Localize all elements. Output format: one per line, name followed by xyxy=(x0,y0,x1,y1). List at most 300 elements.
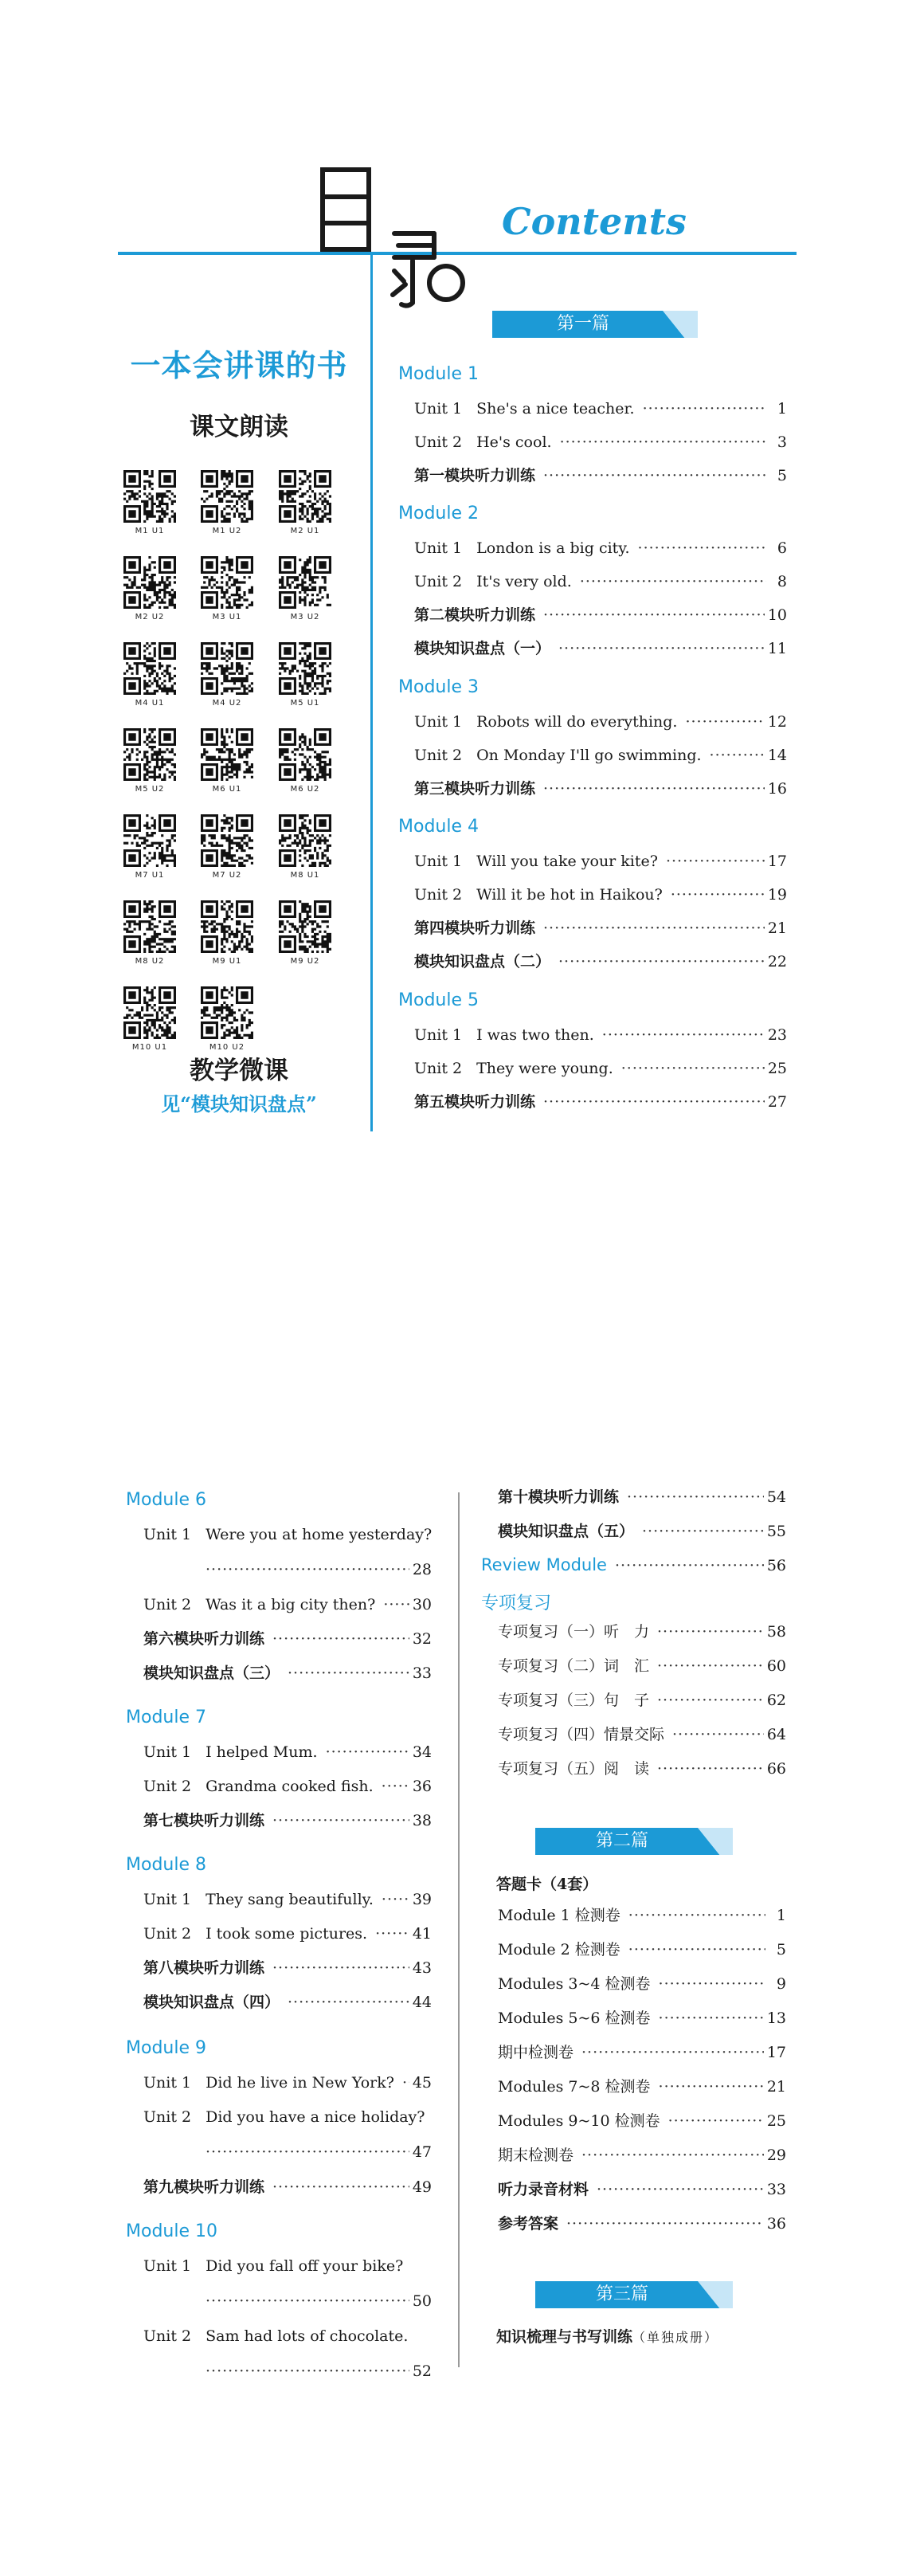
toc-entry[interactable] xyxy=(414,886,787,904)
dot-leader xyxy=(581,2044,764,2062)
qr-code-icon xyxy=(123,728,176,781)
toc-entry-title: I was two then. xyxy=(476,1026,594,1044)
toc-entry-title: 期末检测卷 xyxy=(498,2147,574,2164)
toc-entry[interactable] xyxy=(498,2147,786,2165)
qr-code[interactable] xyxy=(123,642,176,708)
toc-entry-continuation[interactable] xyxy=(206,2292,432,2310)
dot-leader xyxy=(638,539,766,558)
toc-entry[interactable] xyxy=(498,1692,786,1710)
toc-entry-title: 专项复习（三）句 子 xyxy=(498,1692,650,1709)
toc-unit: Unit 1 xyxy=(143,1891,192,1908)
toc-entry[interactable] xyxy=(498,1907,786,1925)
qr-code-icon xyxy=(201,556,253,609)
qr-code-icon xyxy=(201,470,253,523)
toc-unit: Unit 2 xyxy=(414,433,463,451)
qr-code-icon xyxy=(279,900,331,953)
part3-item xyxy=(496,2325,718,2347)
toc-entry[interactable] xyxy=(414,953,787,971)
qr-code-label: M10 U2 xyxy=(209,1043,245,1052)
toc-entry-title: 第九模块听力训练 xyxy=(143,2178,265,2196)
toc-page-number: 6 xyxy=(777,539,787,557)
qr-code-icon xyxy=(123,814,176,867)
toc-page-number: 10 xyxy=(767,606,787,624)
qr-code[interactable] xyxy=(201,986,253,1052)
dot-leader xyxy=(615,1557,764,1575)
toc-entry-title: I helped Mum. xyxy=(206,1743,318,1761)
module-heading[interactable]: Module 8 xyxy=(126,1855,206,1875)
toc-entry-title: Modules 3~4 检测卷 xyxy=(498,1975,651,1993)
toc-page-number: 50 xyxy=(412,2292,432,2310)
toc-unit: Unit 2 xyxy=(143,1925,192,1943)
module-heading[interactable]: Module 1 xyxy=(398,364,479,384)
toc-entry[interactable] xyxy=(414,606,787,625)
toc-page-number: 43 xyxy=(412,1959,432,1977)
qr-code[interactable] xyxy=(279,470,331,535)
toc-entry[interactable] xyxy=(498,1941,786,1959)
toc-page-number: 22 xyxy=(767,953,787,970)
qr-code[interactable] xyxy=(123,986,176,1052)
dot-leader xyxy=(657,1692,764,1710)
qr-code-label: M8 U1 xyxy=(290,871,320,880)
dot-leader xyxy=(671,886,765,904)
toc-page-number: 30 xyxy=(412,1596,432,1613)
toc-page-number: 17 xyxy=(766,2044,786,2061)
dot-leader xyxy=(206,2292,409,2310)
qr-code[interactable] xyxy=(279,728,331,794)
toc-unit: Unit 1 xyxy=(414,713,463,731)
toc-page-number: 25 xyxy=(767,1060,787,1077)
module-heading[interactable]: Module 5 xyxy=(398,990,479,1010)
toc-title-cn xyxy=(315,163,490,311)
toc-entry-title: Will you take your kite? xyxy=(476,853,658,870)
toc-page-number: 52 xyxy=(412,2362,432,2380)
toc-unit: Unit 1 xyxy=(414,400,463,418)
dot-leader xyxy=(288,1994,409,2012)
toc-entry[interactable] xyxy=(414,433,787,452)
toc-unit: Unit 2 xyxy=(143,2327,192,2345)
qr-code[interactable] xyxy=(123,470,176,535)
toc-entry-title: He's cool. xyxy=(476,433,552,451)
dot-leader xyxy=(657,1657,764,1676)
qr-code-icon xyxy=(123,642,176,695)
toc-page-number: 60 xyxy=(766,1657,786,1675)
toc-entry-title: 专项复习（四）情景交际 xyxy=(498,1726,665,1743)
dot-leader xyxy=(657,1623,764,1641)
dot-leader xyxy=(685,713,764,731)
dot-leader xyxy=(566,2215,764,2233)
toc-page-number: 11 xyxy=(767,640,787,657)
dot-leader xyxy=(597,2181,764,2199)
part2-banner xyxy=(535,1828,733,1855)
part3-banner-label: 第三篇 xyxy=(595,2284,648,2304)
toc-entry[interactable] xyxy=(498,1488,786,1507)
qr-code-label: M9 U2 xyxy=(290,957,320,966)
toc-entry[interactable] xyxy=(498,1726,786,1744)
dot-leader xyxy=(272,1812,409,1830)
toc-unit: Unit 2 xyxy=(414,747,463,764)
toc-entry-title: 专项复习（一）听 力 xyxy=(498,1623,650,1641)
toc-unit: Unit 2 xyxy=(414,1060,463,1077)
dot-leader xyxy=(206,2143,409,2161)
qr-code-icon xyxy=(123,556,176,609)
toc-entry[interactable] xyxy=(143,2178,432,2197)
toc-entry[interactable] xyxy=(498,2078,786,2096)
toc-page-number: 27 xyxy=(767,1093,787,1111)
toc-unit: Unit 1 xyxy=(414,539,463,557)
qr-code-label: M3 U1 xyxy=(212,613,242,621)
toc-page-number: 38 xyxy=(412,1812,432,1829)
qr-code-icon xyxy=(201,642,253,695)
qr-code-icon xyxy=(279,642,331,695)
toc-entry[interactable] xyxy=(498,1657,786,1676)
toc-entry-title: Modules 7~8 检测卷 xyxy=(498,2078,651,2096)
dot-leader xyxy=(272,2178,409,2197)
toc-entry-title: 参考答案 xyxy=(498,2215,559,2233)
toc-entry-continuation[interactable] xyxy=(206,2143,432,2161)
dot-leader xyxy=(288,1664,409,1683)
module-heading[interactable]: Module 7 xyxy=(126,1708,206,1727)
dot-leader xyxy=(382,1891,409,1909)
toc-entry[interactable] xyxy=(498,1975,786,1994)
toc-page-number: 44 xyxy=(412,1994,432,2011)
dot-leader xyxy=(643,400,766,418)
qr-code-icon xyxy=(279,728,331,781)
toc-page-number: 33 xyxy=(412,1664,432,1682)
qr-code-label: M5 U2 xyxy=(135,785,165,794)
toc-entry-title: Did he live in New York? xyxy=(206,2074,394,2092)
toc-unit: Unit 1 xyxy=(143,2257,192,2275)
column-divider-bottom xyxy=(458,1492,460,2367)
qr-code[interactable] xyxy=(201,900,253,966)
toc-entry-title: Robots will do everything. xyxy=(476,713,678,731)
toc-entry[interactable] xyxy=(414,400,787,418)
toc-page-number: 5 xyxy=(777,467,787,484)
toc-entry[interactable] xyxy=(414,1093,787,1112)
toc-page-number: 55 xyxy=(766,1523,786,1540)
toc-entry-title: Did you have a nice holiday? xyxy=(206,2108,425,2126)
toc-entry-title: 第五模块听力训练 xyxy=(414,1093,536,1111)
dot-leader xyxy=(659,2009,764,2028)
toc-entry-title: 模块知识盘点（四） xyxy=(143,1994,280,2011)
toc-page-number: 8 xyxy=(777,573,787,590)
toc-entry[interactable] xyxy=(143,1743,432,1762)
toc-entry[interactable] xyxy=(143,1596,432,1614)
toc-entry[interactable] xyxy=(414,747,787,765)
toc-entry-title: Review Module xyxy=(481,1555,607,1574)
qr-code[interactable] xyxy=(279,814,331,880)
toc-entry-title: 第十模块听力训练 xyxy=(498,1488,620,1506)
answer-card-label: 答题卡（4套） xyxy=(496,1876,598,1893)
toc-entry[interactable] xyxy=(143,2327,432,2346)
toc-entry[interactable] xyxy=(414,539,787,558)
toc-entry[interactable] xyxy=(143,1630,432,1649)
toc-entry[interactable] xyxy=(498,2044,786,2062)
toc-entry[interactable] xyxy=(143,2074,432,2092)
section-micro-title: 教学微课 xyxy=(190,1057,288,1085)
qr-code-icon xyxy=(123,470,176,523)
qr-code[interactable] xyxy=(279,556,331,621)
dot-leader xyxy=(206,1561,409,1578)
dot-leader xyxy=(543,919,765,938)
module-heading[interactable]: 专项复习 xyxy=(481,1594,552,1613)
toc-entry[interactable] xyxy=(143,1664,432,1683)
qr-code-label: M6 U1 xyxy=(212,785,242,794)
dot-leader xyxy=(628,1941,765,1959)
toc-unit: Unit 2 xyxy=(143,1778,192,1795)
toc-page-number: 16 xyxy=(767,780,787,798)
toc-entry-title: She's a nice teacher. xyxy=(476,400,635,418)
qr-code-label: M7 U1 xyxy=(135,871,165,880)
toc-page-number: 32 xyxy=(412,1630,432,1648)
dot-leader xyxy=(382,1778,409,1796)
toc-entry-title: It's very old. xyxy=(476,573,572,590)
dot-leader xyxy=(657,1760,764,1778)
qr-code[interactable] xyxy=(201,470,253,535)
toc-entry-title: 模块知识盘点（三） xyxy=(143,1664,280,1682)
toc-entry[interactable] xyxy=(414,919,787,938)
toc-entry[interactable] xyxy=(498,2215,786,2233)
dot-leader xyxy=(580,573,766,591)
toc-unit: Unit 1 xyxy=(414,853,463,870)
tagline: 一本会讲课的书 xyxy=(130,348,348,383)
toc-entry-title: 期中检测卷 xyxy=(498,2044,574,2061)
toc-entry-title: Modules 9~10 检测卷 xyxy=(498,2112,660,2130)
toc-entry-title: Was it a big city then? xyxy=(206,1596,376,1613)
title-cn-glyphs xyxy=(315,163,490,311)
dot-leader xyxy=(272,1959,409,1978)
qr-code-label: M4 U1 xyxy=(135,699,165,708)
toc-page-number: 36 xyxy=(766,2215,786,2233)
qr-code[interactable] xyxy=(201,556,253,621)
toc-entry[interactable] xyxy=(414,780,787,798)
toc-page-number: 9 xyxy=(776,1975,786,1993)
toc-page-number: 33 xyxy=(766,2181,786,2198)
dot-leader xyxy=(326,1743,409,1762)
toc-unit: Unit 2 xyxy=(143,1596,192,1613)
part3-banner xyxy=(535,2281,733,2308)
toc-entry[interactable] xyxy=(498,2009,786,2028)
toc-page-number: 1 xyxy=(776,1907,786,1924)
toc-entry[interactable] xyxy=(143,2108,432,2127)
toc-entry-title: 模块知识盘点（一） xyxy=(414,640,551,657)
module-heading[interactable]: Module 3 xyxy=(398,677,479,697)
toc-entry[interactable] xyxy=(498,1523,786,1541)
toc-page-number: 17 xyxy=(767,853,787,870)
toc-entry[interactable] xyxy=(143,1994,432,2012)
dot-leader xyxy=(558,640,765,658)
toc-entry[interactable] xyxy=(143,1959,432,1978)
qr-code-label: M5 U1 xyxy=(290,699,320,708)
module-heading[interactable]: Module 6 xyxy=(126,1490,206,1510)
toc-entry[interactable] xyxy=(498,2181,786,2199)
toc-page-number: 62 xyxy=(766,1692,786,1709)
toc-entry-title: 专项复习（二）词 汇 xyxy=(498,1657,650,1675)
toc-page-number: 34 xyxy=(412,1743,432,1761)
toc-entry-title: Will it be hot in Haikou? xyxy=(476,886,663,904)
dot-leader xyxy=(206,2362,409,2380)
column-divider-top xyxy=(370,252,373,1131)
dot-leader xyxy=(375,1925,409,1943)
dot-leader xyxy=(560,433,766,452)
dot-leader xyxy=(710,747,765,765)
toc-entry-title: They sang beautifully. xyxy=(206,1891,374,1908)
toc-unit: Unit 1 xyxy=(143,2074,192,2092)
toc-page-number: 49 xyxy=(412,2178,432,2196)
toc-entry-title: Were you at home yesterday? xyxy=(206,1526,433,1543)
module-heading[interactable]: Module 2 xyxy=(398,504,479,523)
toc-page-number: 19 xyxy=(767,886,787,904)
toc-entry-title: Grandma cooked fish. xyxy=(206,1778,374,1795)
dot-leader xyxy=(272,1630,409,1649)
toc-entry[interactable] xyxy=(414,1060,787,1078)
toc-page-number: 12 xyxy=(767,713,787,731)
qr-code-label: M2 U2 xyxy=(135,613,165,621)
toc-entry-continuation[interactable] xyxy=(206,2362,432,2380)
qr-code-icon xyxy=(201,814,253,867)
qr-code[interactable] xyxy=(201,814,253,880)
toc-entry-continuation[interactable] xyxy=(206,1561,432,1578)
toc-unit: Unit 1 xyxy=(143,1526,192,1543)
toc-entry-title: They were young. xyxy=(476,1060,613,1077)
qr-code-icon xyxy=(123,900,176,953)
toc-entry[interactable] xyxy=(143,1925,432,1943)
toc-entry[interactable] xyxy=(143,1778,432,1796)
toc-page-number: 25 xyxy=(766,2112,786,2130)
dot-leader xyxy=(659,2078,764,2096)
qr-code[interactable] xyxy=(201,642,253,708)
toc-entry-title: 第四模块听力训练 xyxy=(414,919,536,937)
part3-item-title: 知识梳理与书写训练 xyxy=(496,2328,633,2346)
toc-page-number: 21 xyxy=(767,919,787,937)
toc-entry[interactable] xyxy=(498,1623,786,1641)
toc-entry[interactable] xyxy=(414,713,787,731)
toc-entry[interactable] xyxy=(414,853,787,871)
qr-code-icon xyxy=(279,470,331,523)
module-heading[interactable]: Module 4 xyxy=(398,817,479,837)
toc-page-number: 58 xyxy=(766,1623,786,1641)
toc-entry-title: Module 2 检测卷 xyxy=(498,1941,620,1958)
qr-code[interactable] xyxy=(279,642,331,708)
toc-page-number: 41 xyxy=(412,1925,432,1943)
toc-page-number: 5 xyxy=(776,1941,786,1958)
toc-entry[interactable] xyxy=(143,1526,432,1544)
toc-entry-review[interactable] xyxy=(481,1555,786,1575)
toc-entry[interactable] xyxy=(498,2112,786,2131)
toc-entry-title: 第二模块听力训练 xyxy=(414,606,536,624)
toc-entry-title: 听力录音材料 xyxy=(498,2181,589,2198)
qr-code[interactable] xyxy=(123,556,176,621)
toc-entry-title: 模块知识盘点（五） xyxy=(498,1523,635,1540)
toc-entry-title: London is a big city. xyxy=(476,539,630,557)
toc-page-number: 39 xyxy=(412,1891,432,1908)
qr-code-icon xyxy=(123,986,176,1039)
qr-code-icon xyxy=(279,814,331,867)
toc-entry-title: I took some pictures. xyxy=(206,1925,368,1943)
qr-code-label: M8 U2 xyxy=(135,957,165,966)
toc-title-en: Contents xyxy=(502,200,687,243)
toc-page-number: 29 xyxy=(766,2147,786,2164)
dot-leader xyxy=(628,1907,765,1925)
toc-page-number: 47 xyxy=(412,2143,432,2161)
dot-leader xyxy=(543,467,766,485)
dot-leader xyxy=(668,2112,764,2131)
toc-entry[interactable] xyxy=(143,2257,432,2276)
qr-code-icon xyxy=(279,556,331,609)
toc-entry[interactable] xyxy=(414,467,787,485)
qr-code-label: M1 U2 xyxy=(212,527,242,535)
dot-leader xyxy=(543,606,765,625)
dot-leader xyxy=(672,1726,764,1744)
toc-unit: Unit 1 xyxy=(414,1026,463,1044)
toc-entry-title: 第一模块听力训练 xyxy=(414,467,536,484)
qr-code-label: M6 U2 xyxy=(290,785,320,794)
qr-code-label: M7 U2 xyxy=(212,871,242,880)
qr-code-icon xyxy=(201,900,253,953)
qr-code[interactable] xyxy=(279,900,331,966)
qr-code-icon xyxy=(201,728,253,781)
dot-leader xyxy=(627,1488,764,1507)
qr-code-label: M3 U2 xyxy=(290,613,320,621)
toc-entry-title: Modules 5~6 检测卷 xyxy=(498,2009,651,2027)
toc-entry-title: Module 1 检测卷 xyxy=(498,1907,620,1924)
qr-code-label: M4 U2 xyxy=(212,699,242,708)
qr-code[interactable] xyxy=(123,728,176,794)
dot-leader xyxy=(543,780,765,798)
toc-entry[interactable] xyxy=(414,640,787,658)
toc-entry-title: 专项复习（五）阅 读 xyxy=(498,1760,650,1778)
toc-page-number: 64 xyxy=(766,1726,786,1743)
toc-page-number: 28 xyxy=(412,1561,432,1578)
qr-code-label: M10 U1 xyxy=(131,1043,168,1052)
toc-page-number: 14 xyxy=(767,747,787,764)
toc-entry-title: Did you fall off your bike? xyxy=(206,2257,404,2275)
toc-unit: Unit 2 xyxy=(143,2108,192,2126)
toc-page-number: 66 xyxy=(766,1760,786,1778)
toc-entry[interactable] xyxy=(143,1812,432,1830)
dot-leader xyxy=(602,1026,765,1045)
dot-leader xyxy=(642,1523,764,1541)
toc-entry-title: On Monday I'll go swimming. xyxy=(476,747,702,764)
part2-banner-label: 第二篇 xyxy=(595,1831,648,1851)
qr-code-label: M1 U1 xyxy=(135,527,165,535)
toc-entry[interactable] xyxy=(414,573,787,591)
toc-entry[interactable] xyxy=(414,1026,787,1045)
qr-code-label: M9 U1 xyxy=(212,957,242,966)
toc-entry[interactable] xyxy=(143,1891,432,1909)
dot-leader xyxy=(402,2074,409,2092)
toc-entry-title: 第三模块听力训练 xyxy=(414,780,536,798)
dot-leader xyxy=(581,2147,764,2165)
section-reading-title: 课文朗读 xyxy=(190,413,288,441)
module-heading[interactable]: Module 10 xyxy=(126,2221,217,2241)
toc-unit: Unit 2 xyxy=(414,886,463,904)
toc-page-number: 45 xyxy=(412,2074,432,2092)
module-heading[interactable]: Module 9 xyxy=(126,2038,206,2058)
toc-entry-title: 模块知识盘点（二） xyxy=(414,953,551,970)
qr-code[interactable] xyxy=(201,728,253,794)
toc-entry-title: 第六模块听力训练 xyxy=(143,1630,265,1648)
qr-code[interactable] xyxy=(123,900,176,966)
toc-page-number: 21 xyxy=(766,2078,786,2096)
toc-entry[interactable] xyxy=(498,1760,786,1778)
toc-page-number: 13 xyxy=(766,2009,786,2027)
part3-item-note: （单独成册） xyxy=(632,2330,719,2345)
qr-code[interactable] xyxy=(123,814,176,880)
toc-unit: Unit 1 xyxy=(143,1743,192,1761)
dot-leader xyxy=(659,1975,765,1994)
toc-page-number: 23 xyxy=(767,1026,787,1044)
qr-code-label: M2 U1 xyxy=(290,527,320,535)
